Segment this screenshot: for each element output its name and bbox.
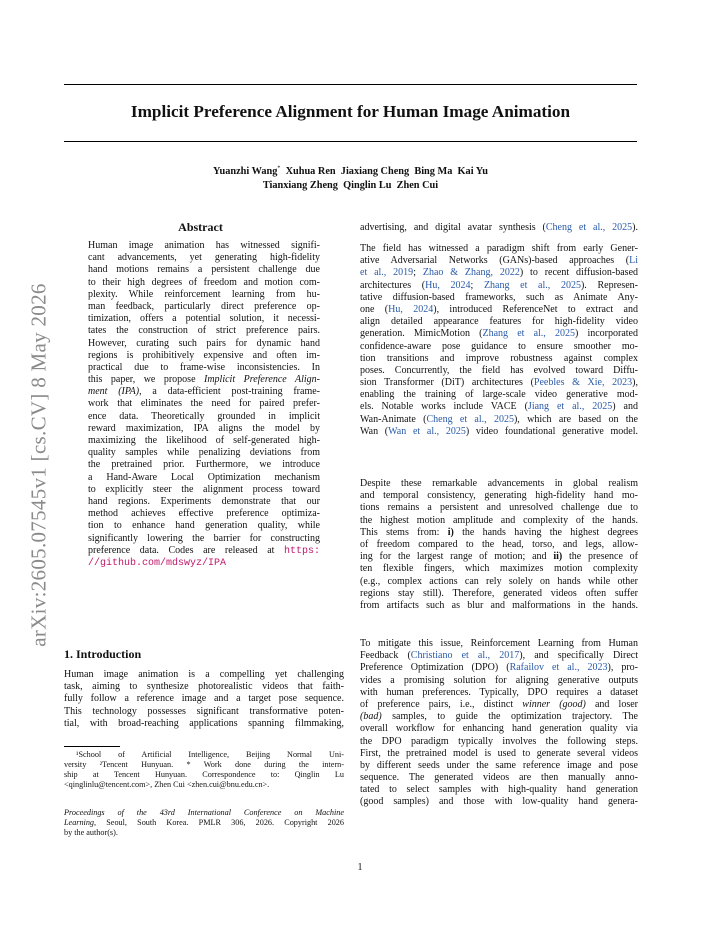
text-line: one (Hu, 2024), introduced ReferenceNet to extract and bbox=[360, 303, 638, 315]
text-line: vides a promising solution for aligning generative outputs bbox=[360, 674, 638, 686]
text-line: tion transitions and improve robustness against complex bbox=[360, 352, 638, 364]
author-name: Tianxiang Zheng bbox=[262, 180, 338, 191]
text-line: First, the pretrained model is used to generate several videos bbox=[360, 747, 638, 759]
author-name: Qinglin Lu bbox=[343, 180, 392, 191]
footnote-line: by the author(s). bbox=[64, 828, 118, 837]
text-line: significantly lowering the barrier for constructing bbox=[88, 532, 320, 544]
text-line: tated to select samples with high-quality hand generation bbox=[360, 784, 638, 796]
text-line: hand motions remains a persistent challenge due bbox=[88, 264, 320, 276]
right-paragraph-1 bbox=[360, 243, 638, 438]
text-line: work that eliminates the need for paired prefer- bbox=[88, 398, 320, 410]
text-line: Preference Optimization (DPO) (Rafailov et al., 2023), pro- bbox=[360, 662, 638, 674]
right-paragraph-0 bbox=[360, 222, 638, 234]
emphasis: (bad) bbox=[360, 711, 382, 723]
citation: Wan et al., 2025 bbox=[388, 425, 466, 437]
text-line: and temporal consistency, generating high-fidelity hand mo- bbox=[360, 490, 638, 502]
footnote-rule bbox=[64, 746, 120, 747]
author-name: Kai Yu bbox=[457, 166, 488, 177]
page-number: 1 bbox=[357, 862, 363, 873]
text-line: this paper, we propose Implicit Preference Align- bbox=[88, 374, 320, 386]
text-line: overall workflow for enhancing hand generation quality via bbox=[360, 723, 638, 735]
text-line: with human preferences. Typically, DPO requires a dataset bbox=[360, 686, 638, 698]
intro-heading: 1. Introduction bbox=[64, 647, 142, 661]
citation: Zhang et al., 2025 bbox=[483, 279, 581, 291]
emphasis: ment (IPA) bbox=[88, 386, 140, 398]
text-line: to their high degrees of freedom and motion com- bbox=[88, 276, 320, 288]
text-line: reward maximization, IPA aligns the model by bbox=[88, 422, 320, 434]
text-line: Despite these remarkable advancements in global realism bbox=[360, 478, 638, 489]
author-name: Bing Ma bbox=[414, 166, 453, 177]
text-line: sion Transformer (DiT) architectures (Peebles & Xie, 2023), bbox=[360, 377, 638, 389]
citation: Zhang et al., 2025 bbox=[482, 328, 575, 340]
citation: Hu, 2024 bbox=[425, 279, 471, 291]
footnote-line: Proceedings of the 43rd International Conference on Machine bbox=[64, 808, 344, 817]
text-line: To mitigate this issue, Reinforcement Learning from Human bbox=[360, 638, 638, 649]
citation: Zhao & Zhang, 2022 bbox=[422, 267, 520, 279]
text-line: Wan (Wan et al., 2025) video foundational generative model. bbox=[360, 425, 638, 437]
text-line: This technology possesses significant transformative poten- bbox=[64, 705, 344, 717]
text-line: regions stay still). Therefore, generated videos often suffer bbox=[360, 587, 638, 599]
text-line: ence data. Theoretically grounded in implicit bbox=[88, 410, 320, 422]
footnote-line: <qinglinlu@tencent.com>, Zhen Cui <zhen.cui@bnu.edu.cn>. bbox=[64, 780, 270, 789]
footnote-line: Learning, Seoul, South Korea. PMLR 306, 2026. Copyright 2026 bbox=[64, 818, 344, 827]
text-line: fully follow a reference image and a target pose sequence. bbox=[64, 693, 344, 705]
text-line: practical due to frame-wise inconsistencies. In bbox=[88, 361, 320, 373]
citation: Rafailov et al., 2023 bbox=[509, 662, 608, 674]
text-line: of freedom compared to the head, torso, and legs, allow- bbox=[360, 538, 638, 550]
text-line: preference data. Codes are released at https: bbox=[88, 544, 320, 557]
text-line: the highest motion amplitude and complexity of the hands. bbox=[360, 514, 638, 526]
text-line: a Hand-Aware Local Optimization mechanism bbox=[88, 471, 320, 483]
author-name: Zhen Cui bbox=[396, 180, 439, 191]
abstract-body bbox=[88, 240, 320, 569]
citation: et al., 2019 bbox=[360, 267, 414, 279]
footnote-line: versity ²Tencent Hunyuan. * Work done during the intern- bbox=[64, 760, 344, 769]
intro-body bbox=[64, 669, 344, 730]
text-line: This stems from: i) the hands having the highest degrees bbox=[360, 526, 639, 538]
text-line: (bad) samples, to guide the optimization trajectory. The bbox=[360, 711, 638, 723]
author-name: Jiaxiang Cheng bbox=[340, 166, 410, 177]
text-line: align detailed appearance features for high-fidelity video bbox=[360, 316, 638, 328]
text-line: of preference pairs, i.e., distinct winner (good) and loser bbox=[360, 698, 638, 710]
text-line: However, curating such pairs for dynamic hand bbox=[88, 337, 320, 349]
text-line: confidence-aware pose guidance to ensure smoother mo- bbox=[360, 340, 638, 352]
text-line: Wan-Animate (Cheng et al., 2025), which are based on the bbox=[360, 413, 638, 425]
proceedings-note bbox=[64, 808, 344, 838]
text-line: Human image animation has witnessed signifi- bbox=[88, 240, 320, 251]
text-line: maximizing the likelihood of self-generated high- bbox=[88, 435, 320, 446]
text-line: generation. MimicMotion (Zhang et al., 2025) incorporated bbox=[360, 328, 638, 340]
text-line: plexity. While reinforcement learning from hu- bbox=[88, 288, 320, 300]
title-rule-bottom bbox=[64, 141, 637, 142]
text-line: the DPO paradigm typically involves the following steps. bbox=[360, 735, 638, 747]
author-name: Xuhua Ren bbox=[285, 166, 336, 177]
text-line: ative Adversarial Networks (GANs)-based approaches (Li bbox=[360, 255, 638, 267]
text-line bbox=[88, 557, 320, 569]
text-line: hand regions. Experiments demonstrate that our bbox=[88, 495, 320, 507]
title-rule-top bbox=[64, 84, 637, 85]
text-line: (good samples) and those with low-quality hand genera- bbox=[360, 796, 638, 808]
text-line: (e.g., complex actions can rely solely on hands while other bbox=[360, 575, 638, 587]
emphasis: winner (good) bbox=[522, 698, 586, 710]
code-link: https: bbox=[283, 545, 320, 557]
author-line-1 bbox=[64, 166, 637, 177]
right-paragraph-3 bbox=[360, 638, 638, 809]
emphasis: Implicit Preference Align- bbox=[204, 374, 320, 386]
text-line: tates the construction of strict preference pairs. bbox=[88, 325, 320, 337]
text-line: tion to enhance hand generation quality, while bbox=[88, 520, 320, 532]
text-line: enabling the training of large-scale video generative mod- bbox=[360, 389, 638, 401]
paper-title: Implicit Preference Alignment for Human Image Animation bbox=[130, 102, 571, 121]
citation: Christiano et al., 2017 bbox=[410, 650, 520, 662]
text-line: tions remains a persistent and unresolved challenge due to bbox=[360, 502, 638, 514]
emphasis: Learning bbox=[64, 818, 95, 827]
text-line: to explicitly steer the alignment process toward bbox=[88, 483, 320, 495]
citation: Peebles & Xie, 2023 bbox=[533, 377, 633, 389]
text-line: ment (IPA), a data-efficient post-training frame- bbox=[88, 386, 320, 398]
author-line-2 bbox=[64, 180, 637, 191]
enumeration-marker: ii) bbox=[553, 551, 563, 563]
text-line: regions is prohibitively expensive and often im- bbox=[88, 349, 320, 361]
citation: Jiang et al., 2025 bbox=[527, 401, 613, 413]
abstract-heading: Abstract bbox=[178, 220, 223, 234]
text-line: the pretrained prior. Furthermore, we introduce bbox=[88, 459, 320, 471]
text-line: poses. Concurrently, the field has evolved toward Diffu- bbox=[360, 364, 638, 376]
citation: Cheng et al., 2025 bbox=[545, 222, 633, 233]
text-line: cant advancements, yet generating high-fidelity bbox=[88, 252, 320, 264]
affiliation-footnote bbox=[64, 750, 344, 790]
text-line: advertising, and digital avatar synthesis (Cheng et al., 2025). bbox=[360, 222, 638, 233]
text-line: quality samples while penalizing deviations from bbox=[88, 447, 320, 459]
enumeration-marker: i) bbox=[447, 526, 454, 538]
text-line: tative diffusion-based frameworks, such as Animate Any- bbox=[360, 291, 638, 303]
text-line: ing for the largest range of motion; and ii) the presence of bbox=[360, 551, 639, 563]
footnote-line: ¹School of Artificial Intelligence, Beijing Normal Uni- bbox=[76, 750, 344, 759]
footnote-line: ship at Tencent Hunyuan. Correspondence to: Qinglin Lu bbox=[64, 770, 344, 779]
text-line: Human image animation is a compelling yet challenging bbox=[64, 669, 344, 680]
citation: Li bbox=[629, 255, 638, 267]
text-line: man feedback, particularly direct preference op- bbox=[88, 300, 320, 312]
text-line: method achieves effective preference optimiza- bbox=[88, 508, 320, 520]
right-paragraph-2 bbox=[360, 478, 638, 612]
text-line: task, aiming to synthesize photorealistic videos that faith- bbox=[64, 681, 344, 693]
text-line: from artifacts such as blur and malformations in the hands. bbox=[360, 599, 638, 611]
citation: Hu, 2024 bbox=[388, 303, 434, 315]
code-link: //github.com/mdswyz/IPA bbox=[88, 557, 227, 569]
citation: Cheng et al., 2025 bbox=[426, 413, 514, 425]
text-line: sequence. The generated videos are then manually anno- bbox=[360, 772, 638, 784]
text-line: els. Notable works include VACE (Jiang et al., 2025) and bbox=[360, 401, 638, 413]
text-line: timization, offers a potential solution, it necessi- bbox=[88, 313, 320, 325]
author-name: Yuanzhi Wang bbox=[213, 166, 278, 177]
text-line: et al., 2019; Zhao & Zhang, 2022) to recent diffusion-based bbox=[360, 267, 639, 279]
text-line: The field has witnessed a paradigm shift from early Gener- bbox=[360, 243, 638, 254]
text-line: tial, with broad-reaching applications spanning filmmaking, bbox=[64, 717, 344, 729]
text-line: ten flexible fingers, which maximizes motion complexity bbox=[360, 563, 638, 575]
text-line: by different seeds under the same reference image and pose bbox=[360, 759, 638, 771]
text-line: Feedback (Christiano et al., 2017), and specifically Direct bbox=[360, 650, 638, 662]
text-line: architectures (Hu, 2024; Zhang et al., 2025). Represen- bbox=[360, 279, 638, 291]
author-mark: * bbox=[277, 165, 281, 172]
